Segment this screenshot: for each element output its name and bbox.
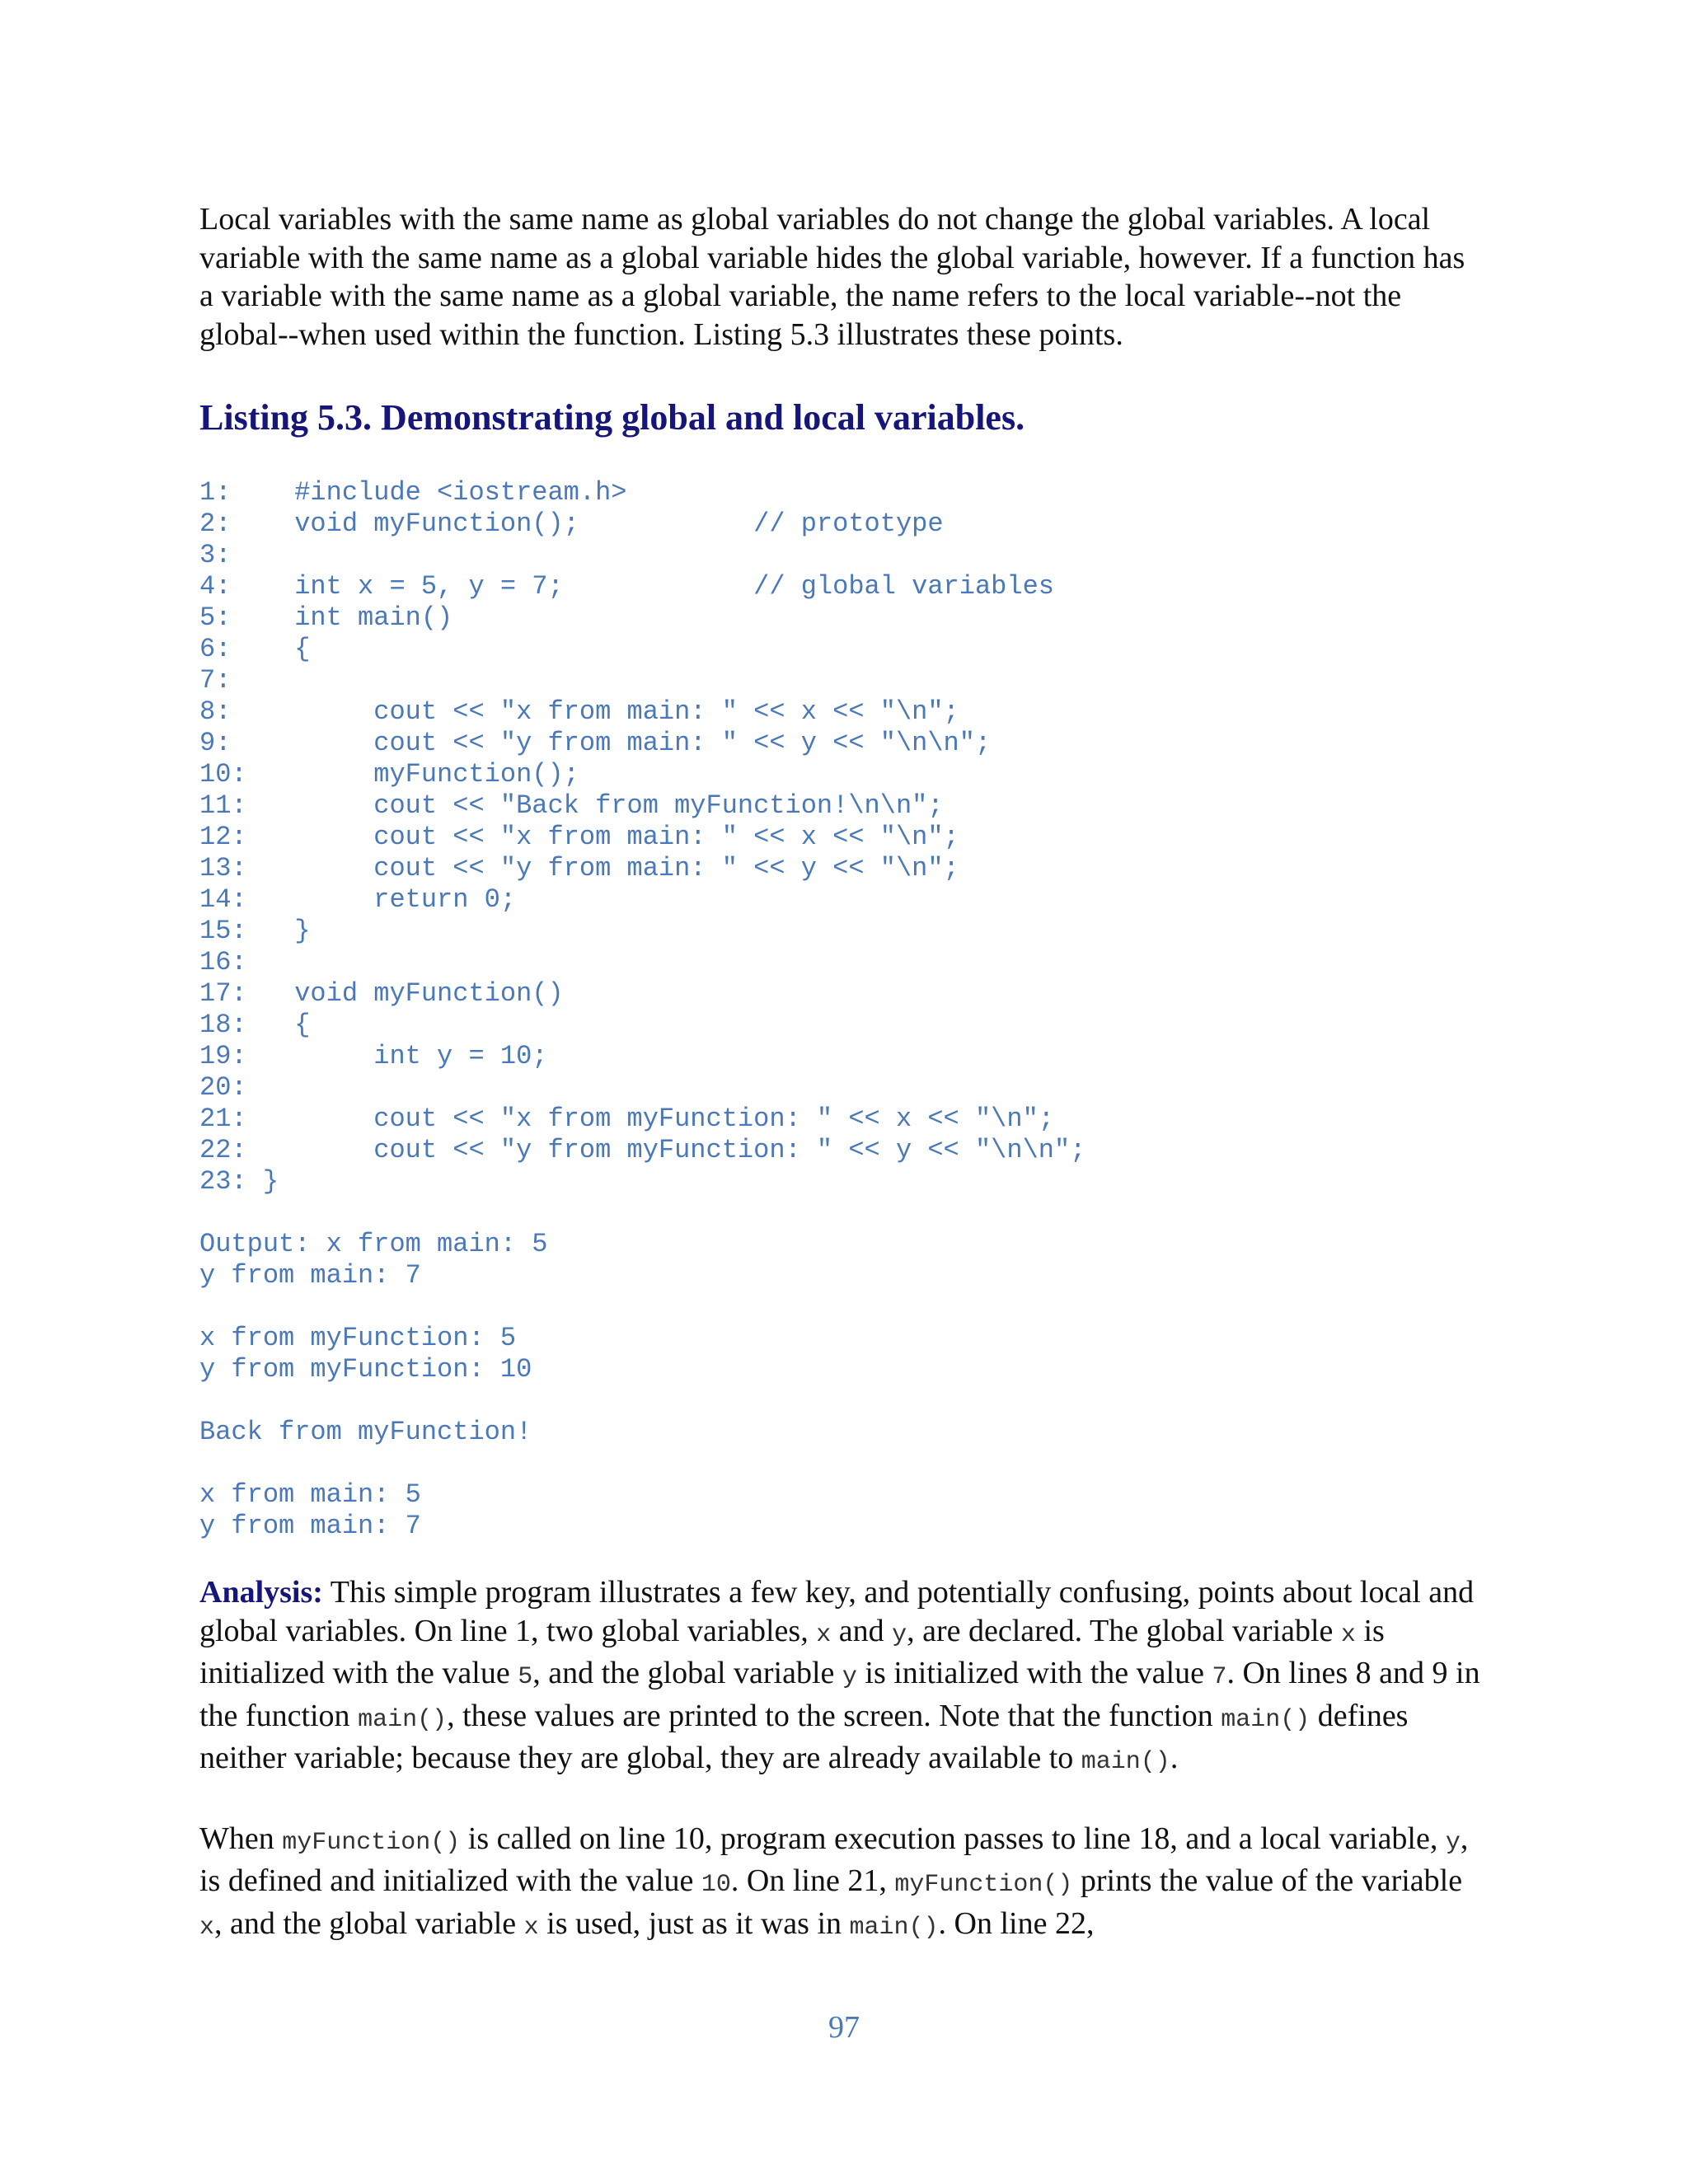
code-line: 1: #include <iostream.h> — [199, 477, 627, 508]
analysis-text: is initialized with the value — [199, 1613, 1385, 1690]
analysis-text: . On lines 8 and 9 in the function — [199, 1656, 1480, 1733]
output-line: y from myFunction: 10 — [199, 1354, 532, 1385]
inline-code: main() — [1081, 1748, 1170, 1776]
inline-code: x — [816, 1620, 832, 1649]
inline-code: 5 — [518, 1663, 533, 1691]
code-listing — [199, 477, 1485, 1197]
code-line: 10: myFunction(); — [199, 759, 579, 790]
output-line: x from main: 5 — [199, 1479, 421, 1510]
listing-title: Listing 5.3. Demonstrating global and local variables. — [199, 397, 1025, 438]
code-line: 5: int main() — [199, 602, 453, 633]
output-line: y from main: 7 — [199, 1511, 421, 1541]
inline-code: x — [199, 1913, 215, 1942]
analysis-paragraph — [199, 1573, 1485, 1782]
code-line: 17: void myFunction() — [199, 978, 564, 1009]
inline-code: 10 — [701, 1871, 731, 1899]
code-line: 13: cout << "y from main: " << y << "\n"; — [199, 853, 959, 883]
paragraph-text: is used, just as it was in — [538, 1905, 850, 1941]
page-number: 97 — [828, 2010, 860, 2045]
inline-code: x — [523, 1913, 539, 1942]
code-line: 15: } — [199, 916, 311, 946]
inline-code: 7 — [1212, 1663, 1227, 1691]
inline-code: myFunction() — [894, 1871, 1073, 1899]
code-line: 16: — [199, 947, 247, 977]
program-output — [199, 1229, 1485, 1542]
code-line: 20: — [199, 1072, 247, 1103]
code-line: 23: } — [199, 1166, 279, 1197]
inline-code: main() — [849, 1913, 939, 1942]
code-line: 21: cout << "x from myFunction: " << x << "\n"; — [199, 1104, 1054, 1134]
output-line: Back from myFunction! — [199, 1417, 532, 1447]
code-line: 12: cout << "x from main: " << x << "\n"; — [199, 822, 959, 852]
analysis-label: Analysis: — [199, 1575, 323, 1610]
code-line: 2: void myFunction(); // prototype — [199, 509, 944, 539]
inline-code: y — [842, 1663, 857, 1691]
output-spacer — [199, 1291, 1485, 1323]
inline-code: main() — [358, 1705, 448, 1734]
code-line: 22: cout << "y from myFunction: " << y << "\n\n"; — [199, 1135, 1086, 1165]
analysis-text: is initialized with the value — [856, 1656, 1212, 1690]
page-content — [199, 200, 1485, 1947]
explanation-paragraph — [199, 1820, 1485, 1947]
code-line: 8: cout << "x from main: " << x << "\n"; — [199, 696, 959, 727]
code-line: 9: cout << "y from main: " << y << "\n\n"; — [199, 728, 992, 758]
analysis-text: This simple program illustrates a few key, and potentially confusing, points about local and global variables. On line 1, two global variables, — [199, 1575, 1475, 1648]
analysis-text: . — [1170, 1741, 1179, 1775]
paragraph-text: . On line 22, — [938, 1905, 1095, 1941]
analysis-text: , and the global variable — [532, 1656, 842, 1690]
intro-paragraph: Local variables with the same name as global variables do not change the global variables. A local variable with the same name as a global variable hides the global variable, however. If a function has a variable with the same name as a global variable, the name refers to the local variable--not the global--when used within the function. Listing 5.3 illustrates these points. — [199, 202, 1465, 352]
code-line: 7: — [199, 665, 232, 696]
paragraph-text: , is defined and initialized with the value — [199, 1821, 1469, 1898]
analysis-text: , these values are printed to the screen. Note that the function — [447, 1698, 1221, 1733]
paragraph-text: prints the value of the variable — [1072, 1863, 1463, 1898]
output-line: y from main: 7 — [199, 1260, 421, 1291]
inline-code: main() — [1221, 1705, 1311, 1734]
output-spacer — [199, 1385, 1485, 1417]
analysis-text: defines neither variable; because they are global, they are already available to — [199, 1698, 1409, 1775]
code-line: 19: int y = 10; — [199, 1041, 548, 1071]
analysis-text: and — [831, 1613, 893, 1648]
paragraph-text: , and the global variable — [214, 1905, 524, 1941]
output-line: x from myFunction: 5 — [199, 1323, 517, 1353]
code-line: 6: { — [199, 634, 311, 664]
code-line: 18: { — [199, 1010, 311, 1040]
inline-code: y — [892, 1620, 907, 1649]
paragraph-text: is called on line 10, program execution passes to line 18, and a local variable, — [460, 1821, 1446, 1856]
output-line: Output: x from main: 5 — [199, 1229, 548, 1259]
paragraph-text: When — [199, 1821, 283, 1856]
paragraph-text: . On line 21, — [730, 1863, 895, 1898]
analysis-text: , are declared. The global variable — [907, 1613, 1341, 1648]
code-line: 4: int x = 5, y = 7; // global variables — [199, 571, 1054, 602]
code-line: 14: return 0; — [199, 884, 517, 915]
inline-code: myFunction() — [282, 1828, 461, 1857]
output-spacer — [199, 1448, 1485, 1479]
code-line: 3: — [199, 540, 232, 570]
inline-code: y — [1445, 1828, 1461, 1857]
inline-code: x — [1340, 1620, 1356, 1649]
code-line: 11: cout << "Back from myFunction!\n\n"; — [199, 790, 944, 821]
